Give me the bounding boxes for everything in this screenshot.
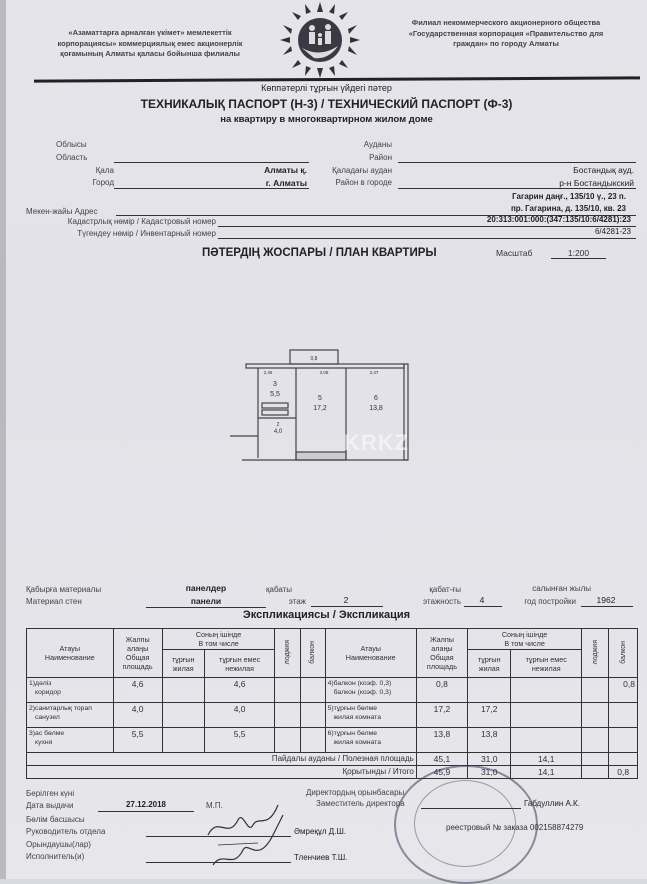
qaladagy-value: Бостандық ауд. xyxy=(573,165,634,175)
floor-label-kz: қабаты xyxy=(266,585,293,594)
floors-label-kz: қабат-ғы xyxy=(429,585,461,594)
floor-underline xyxy=(311,606,383,607)
header-incl-ru: В том числе xyxy=(198,639,239,648)
org-name-kz xyxy=(50,28,250,60)
technical-passport-page xyxy=(6,0,647,879)
deputy-label-kz: Директордың орынбасары xyxy=(306,788,405,797)
cell-balcony xyxy=(609,703,638,728)
useful-area-label: Пайдалы ауданы / Полезная площадь xyxy=(27,753,417,766)
cell-total: 4,6 xyxy=(113,678,162,703)
row-name-ru: жилая комната xyxy=(333,739,381,746)
cell-balcony: 0,8 xyxy=(609,678,638,703)
raion-label-ru: Район xyxy=(369,153,392,162)
deputy-name: Габдуллин А.К. xyxy=(524,799,580,808)
room-3-area: 5,5 xyxy=(270,391,280,398)
row-name xyxy=(325,728,416,753)
cell-loggia xyxy=(582,728,609,753)
header-loggia-text: лоджия xyxy=(591,639,599,665)
dim-label: 3,08 xyxy=(319,370,329,375)
header-total-2 xyxy=(416,629,467,678)
header-living-2 xyxy=(468,650,511,678)
org-kz-line: «Азаматтарға арналған үкімет» мемлекеттік xyxy=(68,28,232,37)
header-loggia xyxy=(275,629,300,678)
scale-label: Масштаб xyxy=(496,248,533,258)
useful-total: 45,1 xyxy=(416,753,467,766)
header-incl-kz: Соның ішінде xyxy=(501,630,548,639)
room-3-num: 3 xyxy=(273,381,277,388)
table-row xyxy=(27,678,638,703)
room-6-num: 6 xyxy=(374,395,378,402)
executor-name: Тленчиев Т.Ш. xyxy=(294,853,348,862)
header-incl xyxy=(162,629,275,650)
dept-head-label-ru: Руководитель отдела xyxy=(26,827,106,836)
row-name-ru: жилая комната xyxy=(333,714,381,721)
header-nonliving-kz: тұрғын емес xyxy=(219,654,261,664)
cell-total: 5,5 xyxy=(113,728,162,753)
registry-number: реестровый № заказа 002158874279 xyxy=(446,823,584,832)
row-name-kz: 1)дәліз xyxy=(29,680,52,687)
cell-balcony xyxy=(300,703,325,728)
header-balcony-2 xyxy=(609,629,638,678)
cell-loggia xyxy=(275,728,300,753)
cell-loggia xyxy=(275,703,300,728)
room-2-area: 4,0 xyxy=(273,429,283,435)
wall-underline xyxy=(146,607,266,608)
row-name-kz: 4)балкон (коэф. 0,3) xyxy=(327,680,392,687)
cell-loggia xyxy=(582,703,609,728)
audan-label-kz: Ауданы xyxy=(363,140,392,149)
qala-value: Алматы қ. xyxy=(264,165,307,175)
year-label-ru: год постройки xyxy=(524,597,576,606)
org-ru-line: Филиал некоммерческого акционерного общества xyxy=(411,18,601,27)
wall-value-kz: панелдер xyxy=(185,583,227,593)
cell-living xyxy=(162,728,204,753)
issued-label-kz: Берілген күні xyxy=(26,789,75,798)
header-total-ru: Общая площадь xyxy=(122,653,153,671)
header-incl-ru: В том числе xyxy=(504,639,545,648)
explication-title: Экспликациясы / Экспликация xyxy=(242,609,411,621)
doc-subtitle-kz: Көппәтерлі тұрғын үйдегі пәтер xyxy=(261,83,392,93)
gorod-value: г. Алматы xyxy=(265,178,307,188)
inventory-label: Түгендеу нөмір / Инвентарный номер xyxy=(77,229,216,238)
dept-head-label-kz: Бөлім басшысы xyxy=(26,815,85,824)
row-name-kz: 2)санитарлық торап xyxy=(29,705,92,712)
header-name-ru: Наименование xyxy=(345,653,396,662)
header-name xyxy=(27,629,114,678)
room-5-area: 17,2 xyxy=(313,405,327,412)
cell-nonliving: 4,6 xyxy=(204,678,275,703)
address-value-kz: Гагарин даңғ., 135/10 ү., 23 п. xyxy=(512,192,626,201)
useful-balcony xyxy=(609,753,638,766)
row-name-kz: 3)ас бөлме xyxy=(29,730,65,737)
qala-label-kz: Қала xyxy=(95,166,114,175)
cell-balcony xyxy=(609,728,638,753)
header-nonliving-ru: нежилая xyxy=(531,663,561,673)
raion-underline xyxy=(398,162,636,163)
header-total-ru: Общая площадь xyxy=(426,653,457,671)
cell-living xyxy=(162,703,204,728)
header-incl-2 xyxy=(468,629,582,650)
official-stamp-inner-ring xyxy=(414,780,516,867)
row-name-ru: балкон (коэф. 0,3) xyxy=(333,689,392,696)
year-underline xyxy=(581,606,633,607)
raion-v-gorode-value: р-н Бостандыкский xyxy=(559,178,634,188)
row-name-kz: 6)тұрғын бөлме xyxy=(327,730,378,737)
cell-nonliving: 5,5 xyxy=(204,728,275,753)
cell-balcony xyxy=(300,678,325,703)
cell-living xyxy=(468,678,511,703)
gorod-underline xyxy=(114,188,309,189)
cell-nonliving xyxy=(511,678,582,703)
total-loggia xyxy=(582,766,609,779)
year-label-kz: салынған жылы xyxy=(532,584,591,593)
room-5-num: 5 xyxy=(318,395,322,402)
header-nonliving-kz: тұрғын емес xyxy=(525,654,567,664)
header-nonliving-2 xyxy=(511,650,582,678)
cell-nonliving xyxy=(511,728,582,753)
header-living-kz: тұрғын xyxy=(171,654,195,664)
doc-title: ТЕХНИКАЛЫҚ ПАСПОРТ (Н-3) / ТЕХНИЧЕСКИЙ ПАСПОРТ (Ф-3) xyxy=(140,97,513,111)
useful-area-row xyxy=(27,753,638,766)
header-name-kz: Атауы xyxy=(59,644,81,653)
row-name-ru: санузел xyxy=(35,714,60,721)
executors-label-ru: Исполнитель(и) xyxy=(26,852,85,861)
total-total: 45,9 xyxy=(416,766,467,779)
row-name xyxy=(27,728,114,753)
dept-head-name: Әмреқұл Д.Ш. xyxy=(294,827,347,836)
org-name-ru xyxy=(391,18,621,50)
doc-subtitle-ru: на квартиру в многоквартирном жилом доме xyxy=(220,114,433,125)
dim-label: 2,47 xyxy=(369,370,379,375)
cell-total: 4,0 xyxy=(113,703,162,728)
floor-value: 2 xyxy=(343,595,349,605)
header-loggia-text: лоджия xyxy=(284,639,292,665)
cell-loggia xyxy=(275,678,300,703)
row-name-kz: 5)тұрғын бөлме xyxy=(327,705,378,712)
useful-living: 31,0 xyxy=(468,753,511,766)
oblast-label-kz: Облысы xyxy=(56,140,87,149)
issued-date: 27.12.2018 xyxy=(125,800,167,809)
header-total-kz: Жалпы алаңы xyxy=(125,635,150,653)
cell-nonliving xyxy=(511,703,582,728)
header-balcony-text: балкон xyxy=(619,640,627,664)
header-total-kz: Жалпы алаңы xyxy=(429,635,454,653)
useful-nonliving: 14,1 xyxy=(511,753,582,766)
org-ru-line: «Государственная корпорация «Правительство для xyxy=(408,28,604,38)
header-balcony xyxy=(300,629,325,678)
header-balcony-text: балкон xyxy=(309,640,317,664)
executors-label-kz: Орындаушы(лар) xyxy=(26,840,91,849)
useful-loggia xyxy=(582,753,609,766)
floors-underline xyxy=(464,606,502,607)
header-nonliving-ru: нежилая xyxy=(225,663,255,673)
plan-title: ПӘТЕРДІҢ ЖОСПАРЫ / ПЛАН КВАРТИРЫ xyxy=(202,247,437,259)
header-name-2 xyxy=(325,629,416,678)
header-living xyxy=(162,650,204,678)
org-kz-line: корпорациясы» коммерциялық емес акционерлік xyxy=(57,38,243,48)
room-4-area: 0,8 xyxy=(310,356,318,362)
watermark-text: KRKZ xyxy=(344,430,410,455)
table-row xyxy=(27,728,638,753)
header-name-kz: Атауы xyxy=(360,644,381,653)
scale-value: 1:200 xyxy=(551,248,606,259)
inventory-value: 6/4281-23 xyxy=(594,227,631,236)
address-value-ru: пр. Гагарина, д. 135/10, кв. 23 xyxy=(510,204,626,213)
dim-label: 2,46 xyxy=(263,370,273,375)
row-name-ru: коридор xyxy=(35,689,61,696)
cell-living: 13,8 xyxy=(468,728,511,753)
issued-label-ru: Дата выдачи xyxy=(26,801,74,810)
cell-total: 17,2 xyxy=(416,703,467,728)
cell-living: 17,2 xyxy=(468,703,511,728)
deputy-label-ru: Заместитель директора xyxy=(316,799,405,808)
header-divider xyxy=(34,76,640,82)
header-living-ru: жилая xyxy=(478,663,500,673)
total-living: 31,0 xyxy=(468,766,511,779)
cell-total: 0,8 xyxy=(416,678,467,703)
inventory-underline xyxy=(218,238,636,239)
row-name xyxy=(325,678,416,703)
issued-underline xyxy=(98,811,194,812)
floors-value: 4 xyxy=(479,595,485,605)
cell-nonliving: 4,0 xyxy=(204,703,275,728)
row-name xyxy=(325,703,416,728)
table-row xyxy=(27,703,638,728)
gorod-label-ru: Город xyxy=(92,178,114,187)
row-name-ru: кухня xyxy=(35,739,53,746)
cell-balcony xyxy=(300,728,325,753)
wall-value-ru: панели xyxy=(190,596,222,606)
total-row xyxy=(27,766,638,779)
cadastral-label: Кадастрлық нөмір / Кадастровый номер xyxy=(67,217,216,226)
cell-loggia xyxy=(582,678,609,703)
address-label: Мекен-жайы Адрес xyxy=(26,207,98,216)
header-incl-kz: Соның ішінде xyxy=(195,630,242,639)
header-total xyxy=(113,629,162,678)
org-kz-line: қоғамының Алматы қаласы бойынша филиалы xyxy=(60,49,240,58)
handwritten-signature-icon xyxy=(198,795,298,875)
explication-table xyxy=(26,628,638,779)
room-2-num: 2 xyxy=(276,422,280,428)
header-name-ru: Наименование xyxy=(44,653,95,662)
oblast-label-ru: Область xyxy=(56,153,88,162)
header-nonliving xyxy=(204,650,275,678)
sun-family-logo-icon xyxy=(278,0,362,80)
header-loggia-2 xyxy=(582,629,609,678)
wall-label-kz: Қабырға материалы xyxy=(26,585,102,594)
header-living-kz: тұрғын xyxy=(477,654,501,664)
qaladagy-label-kz: Қаладағы аудан xyxy=(332,166,392,175)
cell-living xyxy=(162,678,204,703)
row-name xyxy=(27,678,114,703)
floor-label-ru: этаж xyxy=(288,597,306,606)
total-label: Қорытынды / Итого xyxy=(27,766,417,779)
mp-label: М.П. xyxy=(206,801,223,810)
cell-total: 13,8 xyxy=(416,728,467,753)
oblast-underline xyxy=(114,162,309,163)
raion-v-gorode-label-ru: Район в городе xyxy=(335,178,392,187)
raion-v-gorode-underline xyxy=(398,188,636,189)
header-living-ru: жилая xyxy=(172,663,194,673)
total-nonliving: 14,1 xyxy=(511,766,582,779)
org-ru-line: граждан» по городу Алматы xyxy=(453,39,559,48)
total-balcony: 0,8 xyxy=(609,766,638,779)
year-value: 1962 xyxy=(596,595,616,605)
cadastral-value: 20:313:001:000:(347:135/10:6/4281):23 xyxy=(486,215,631,224)
floors-label-ru: этажность xyxy=(423,597,461,606)
wall-label-ru: Материал стен xyxy=(26,597,82,606)
row-name xyxy=(27,703,114,728)
room-6-area: 13,8 xyxy=(369,405,383,412)
